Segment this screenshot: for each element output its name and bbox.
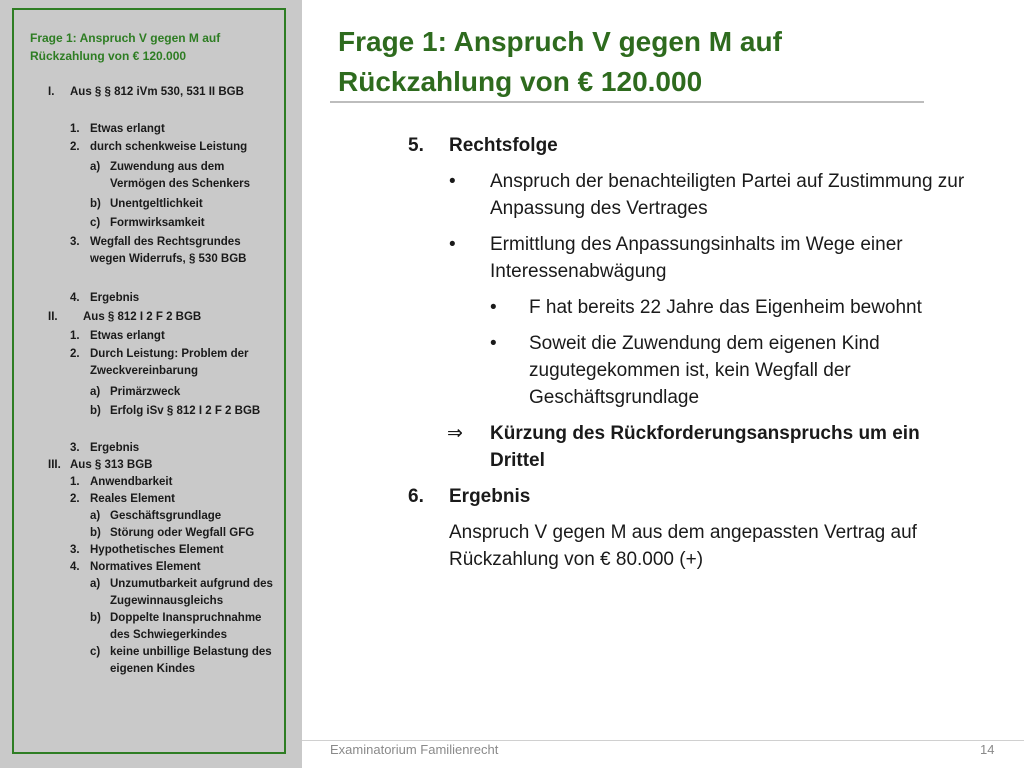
- outline-item: a) Unzumutbarkeit aufgrund des Zugewinnausgleichs: [90, 578, 273, 607]
- footer-divider: [302, 740, 1024, 741]
- outline-item: 1. Anwendbarkeit: [70, 476, 173, 488]
- page-number: 14: [980, 742, 995, 757]
- implies-arrow-icon: ⇒: [447, 423, 463, 444]
- conclusion-text: Kürzung des Rückforderungsanspruchs um ein Drittel: [490, 423, 920, 471]
- subbullet-text: Soweit die Zuwendung dem eigenen Kind zugutegekommen ist, kein Wegfall der Geschäftsgrundlage: [529, 333, 880, 408]
- outline-item: 1. Etwas erlangt: [70, 330, 165, 342]
- outline-item: 3. Hypothetisches Element: [70, 544, 224, 556]
- outline-item: b) Unentgeltlichkeit: [90, 198, 203, 210]
- outline-item: 2. Durch Leistung: Problem der Zweckvereinbarung: [70, 348, 249, 377]
- subbullet-icon: •: [490, 333, 497, 354]
- page-title-line-1: Frage 1: Anspruch V gegen M auf: [338, 26, 782, 57]
- result-text: Anspruch V gegen M aus dem angepassten Vertrag auf Rückzahlung von € 80.000 (+): [449, 522, 917, 570]
- section-number: 5.: [408, 135, 424, 156]
- outline-item: 2. durch schenkweise Leistung: [70, 141, 248, 153]
- outline-item: b) Doppelte Inanspruchnahme des Schwiegerkindes: [90, 612, 262, 641]
- footer-title: Examinatorium Familienrecht: [330, 742, 499, 757]
- outline-item: c) Formwirksamkeit: [90, 217, 205, 229]
- outline-item: a) Geschäftsgrundlage: [90, 510, 222, 522]
- page-title: [338, 22, 938, 102]
- outline-sidebar: [0, 0, 302, 768]
- outline-item: 1. Etwas erlangt: [70, 123, 165, 135]
- bullet-text: Anspruch der benachteiligten Partei auf Zustimmung zur Anpassung des Vertrages: [490, 171, 965, 219]
- subbullet-icon: •: [490, 297, 497, 318]
- outline-item: I. Aus § § 812 iVm 530, 531 II BGB: [48, 86, 244, 98]
- outline-item: a) Zuwendung aus dem Vermögen des Schenkers: [90, 161, 250, 190]
- title-divider: [330, 101, 924, 103]
- section-heading: Rechtsfolge: [449, 135, 558, 156]
- outline-item: II. Aus § 812 I 2 F 2 BGB: [48, 311, 202, 323]
- bullet-text: Ermittlung des Anpassungsinhalts im Wege einer Interessenabwägung: [490, 234, 903, 282]
- section-heading: Ergebnis: [449, 486, 531, 507]
- outline-item: b) Erfolg iSv § 812 I 2 F 2 BGB: [90, 405, 261, 417]
- subbullet-text: F hat bereits 22 Jahre das Eigenheim bewohnt: [529, 297, 922, 318]
- outline-item: 4. Normatives Element: [70, 561, 201, 573]
- bullet-icon: •: [449, 234, 456, 255]
- page-title-line-2: Rückzahlung von € 120.000: [338, 66, 703, 97]
- section-number: 6.: [408, 486, 424, 507]
- outline-item: 4. Ergebnis: [70, 292, 140, 304]
- outline-item: 3. Ergebnis: [70, 442, 140, 454]
- sidebar-title: Frage 1: Anspruch V gegen M auf Rückzahlung von € 120.000: [30, 31, 221, 63]
- outline-item: c) keine unbillige Belastung des eigenen Kindes: [90, 646, 272, 675]
- outline-item: 3. Wegfall des Rechtsgrundes wegen Widerrufs, § 530 BGB: [70, 236, 247, 265]
- bullet-icon: •: [449, 171, 456, 192]
- outline-item: b) Störung oder Wegfall GFG: [90, 527, 255, 539]
- outline-item: III. Aus § 313 BGB: [48, 459, 153, 471]
- outline-item: 2. Reales Element: [70, 493, 176, 505]
- outline-item: a) Primärzweck: [90, 386, 181, 398]
